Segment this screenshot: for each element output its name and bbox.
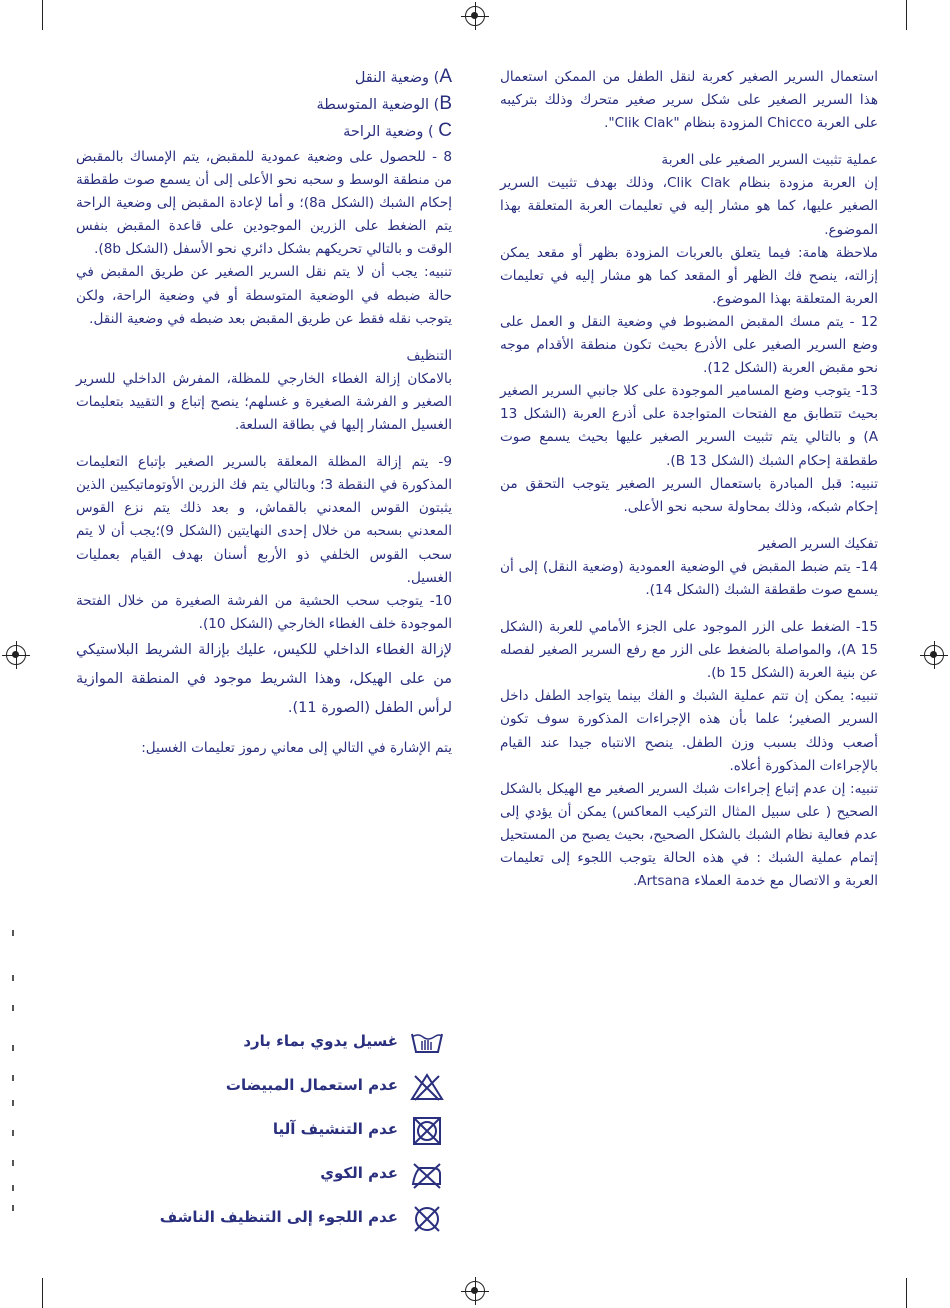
registration-mark-bottom	[465, 1281, 485, 1301]
position-c: C ) وضعية الراحة	[343, 120, 452, 141]
wash-symbol-row	[140, 1198, 450, 1242]
warning-handle: تنبيه: يجب أن لا يتم نقل السرير الصغير عن طريق المقبض في حالة ضبطه في الوضعية المتوسطة أو في وضعية الراحة، ولكن يتوجب نقله فقط عن طريق المقبض بعد ضبطه في وضعية النقل.	[76, 264, 452, 327]
step-15: 15- الضغط على الزر الموجود على الجزء الأمامي للعربة (الشكل 15 A)، والمواصلة بالضغط على الزر مع رفع السرير الصغير لفصله عن بنية العربة (الشكل 15 b).	[500, 619, 879, 682]
crop-mark-top-right	[906, 0, 907, 30]
wash-symbol-row	[140, 1110, 450, 1154]
warning-check: تنبيه: قبل المبادرة باستعمال السرير الصغير يتوجب التحقق من إحكام شبكه، وذلك بمحاولة سحبه نحو الأعلى.	[500, 475, 878, 515]
fix-title: عملية تثبيت السرير الصغير على العربة	[661, 152, 878, 169]
wash-symbol-label: عدم الكوي	[320, 1164, 398, 1182]
cleaning-text: بالامكان إزالة الغطاء الخارجي للمظلة، المفرش الداخلي للسرير الصغير و الفرشة الصغيرة و غسلهم؛ ينصح إتباع و التقييد بتعليمات الغسيل المشار إليها في بطاقة السلعة.	[76, 370, 452, 434]
fix-text: إن العربة مزودة بنظام Clik Clak، وذلك بهدف تثبيت السرير الصغير عليها، كما هو مشار إليه في تعليمات العربة المتعلقة بهذا الموضوع.	[500, 175, 878, 238]
hand-wash-icon	[410, 1028, 444, 1058]
symbols-intro: يتم الإشارة في التالي إلى معاني رموز تعليمات الغسيل:	[141, 739, 452, 756]
position-a: A) وضعية النقل	[354, 66, 452, 87]
wash-symbol-label: عدم استعمال المبيضات	[225, 1076, 398, 1094]
registration-mark-top	[465, 6, 485, 26]
no-bleach-icon	[410, 1072, 444, 1102]
wash-symbol-row	[140, 1154, 450, 1198]
wash-symbols-list	[140, 1022, 450, 1242]
step-8: 8 - للحصول على وضعية عمودية للمقبض، يتم الإمساك بالمقبض من منطقة الوسط و سحبه نحو الأعلى إلى أن يسمع صوت طقطقة إحكام الشبك (الشكل 8a)؛ و أما لإعادة المقبض إلى وضعية الراحة يتم الضغط على الزرين الموجودين على قاعدة المقبض بنفس الوقت و بالتالي تحريكهم بشكل دائري نحو الأسفل (الشكل 8b).	[76, 149, 452, 258]
step-11: لإزالة الغطاء الداخلي للكيس، عليك بإزالة الشريط البلاستيكي من على الهيكل، وهذا الشريط موجود في المنطقة الموازية لرأس الطفل (الصورة 11).	[76, 641, 452, 716]
right-column	[500, 66, 878, 893]
crop-mark-top-left	[42, 0, 43, 30]
no-tumble-dry-icon	[410, 1116, 444, 1146]
step-13: 13- يتوجب وضع المسامير الموجودة على كلا جانبي السرير الصغير بحيث تتطابق مع الفتحات المتواجدة على أذرع العربة (الشكل 13 A) و بالتالي يتم تثبيت السرير الصغير عليها بحيث يسمع صوت طقطقة إحكام الشبك (الشكل 13 B).	[500, 383, 878, 469]
registration-mark-left	[6, 645, 26, 665]
wash-symbol-row	[140, 1066, 450, 1110]
crop-mark-bottom-left	[42, 1278, 43, 1308]
wash-symbol-label: عدم اللجوء إلى التنظيف الناشف	[159, 1208, 398, 1226]
carrycot-intro: استعمال السرير الصغير كعربة لنقل الطفل من الممكن استعمال هذا السرير الصغير على شكل سرير صغير متحرك وذلك بتركيبه على العربة Chicco المزودة بنظام "Clik Clak".	[500, 69, 878, 132]
no-iron-icon	[410, 1160, 444, 1190]
step-10: 10- يتوجب سحب الحشية من الفرشة الصغيرة من خلال الفتحة الموجودة خلف الغطاء الخارجي (الشكل 10).	[76, 592, 452, 632]
step-12: 12 - يتم مسك المقبض المضبوط في وضعية النقل و العمل على وضع السرير الصغير على الأذرع بحيث تكون منطقة الأقدام موجه نحو مقبض العربة (الشكل 12).	[500, 313, 878, 377]
warning-child-weight: تنبيه: يمكن إن تتم عملية الشبك و الفك بينما يتواجد الطفل داخل السرير الصغير؛ علما بأن هذه الإجراءات المذكورة سوف تكون أصعب وذلك بسبب وزن الطفل. ينصح الانتباه جيدا عند القيام بالإجراءات المذكورة أعلاه.	[500, 688, 878, 774]
warning-coupling: تنبيه: إن عدم إتباع إجراءات شبك السرير الصغير مع الهيكل بالشكل الصحيح ( على سبيل المثال التركيب المعاكس) يمكن أن يؤدي إلى عدم فعالية نظام الشبك بالشكل الصحيح، بحيث يصبح من المستحيل إتمام عملية الشبك : في هذه الحالة يتوجب اللجوء إلى تعليمات العربة و الاتصال مع خدمة العملاء Artsana.	[500, 780, 878, 890]
positions-list	[300, 64, 452, 145]
wash-symbol-label: عدم التنشيف آليا	[272, 1120, 398, 1138]
wash-symbol-row	[140, 1022, 450, 1066]
no-dry-clean-icon	[410, 1204, 444, 1234]
remove-title: تفكيك السرير الصغير	[758, 535, 878, 552]
left-column	[76, 146, 452, 760]
registration-mark-right	[924, 645, 944, 665]
cleaning-title: التنظيف	[406, 347, 452, 364]
crop-mark-bottom-right	[906, 1278, 907, 1308]
wash-symbol-label: غسيل يدوي بماء بارد	[243, 1032, 398, 1050]
step-14: 14- يتم ضبط المقبض في الوضعية العمودية (وضعية النقل) إلى أن يسمع صوت طقطقة الشبك (الشكل 14).	[500, 558, 878, 598]
step-9: 9- يتم إزالة المظلة المعلقة بالسرير الصغير بإتباع التعليمات المذكورة في النقطة 3؛ وبالتالي يتم فك الزرين الأوتوماتيكيين الذين يثبتون القوس المعدني بالقماش، و بعد ذلك يتم نزع القوس المعدني بسحبه من خلال إحدى النهايتين (الشكل 9)؛يجب أن لا يتم سحب القوس الخلفي ذو الأربع أسنان بهدف القيام بعمليات الغسيل.	[76, 454, 452, 586]
important-note: ملاحظة هامة: فيما يتعلق بالعربات المزودة بظهر أو مقعد يمكن إزالته، ينصح فك الظهر أو المقعد كما هو مشار إليه في تعليمات العربة المتعلقة بهذا الموضوع.	[500, 244, 878, 307]
position-b: B) الوضعية المتوسطة	[316, 93, 452, 114]
